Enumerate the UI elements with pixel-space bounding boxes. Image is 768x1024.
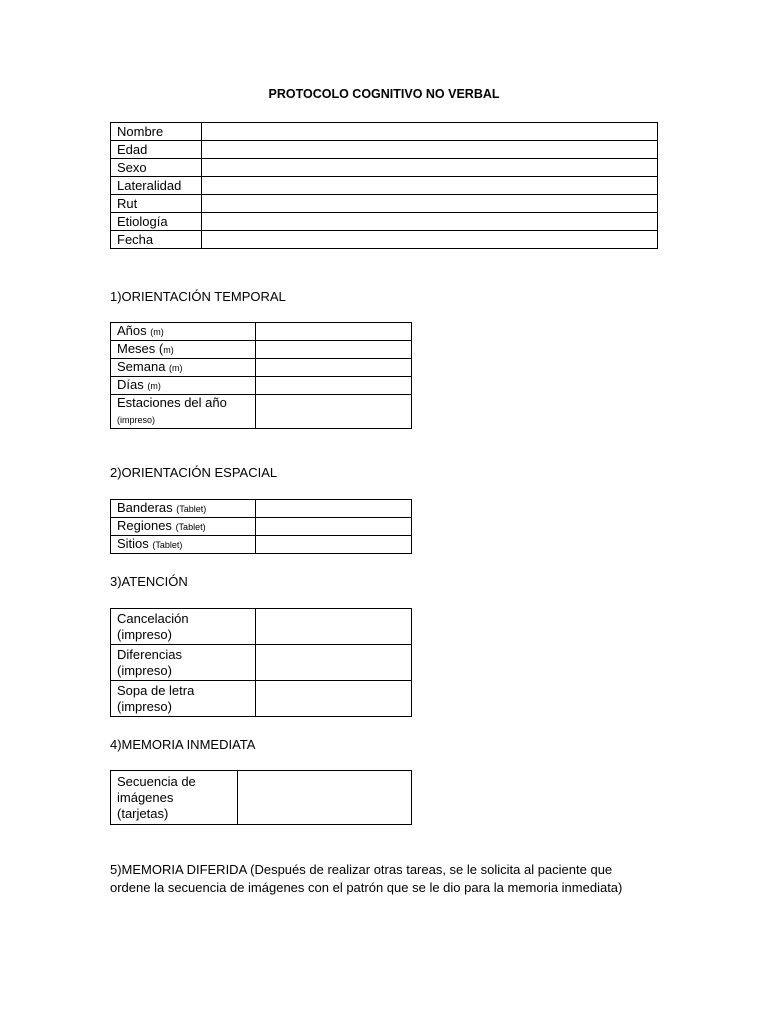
section-3-heading: 3)ATENCIÓN	[110, 574, 188, 589]
field-label: Edad	[111, 141, 202, 159]
field-label: Etiología	[111, 213, 202, 231]
field-label: Sexo	[111, 159, 202, 177]
item-label: Secuencia de imágenes (tarjetas)	[111, 771, 238, 825]
item-label: Años (m)	[111, 323, 256, 341]
score-cell[interactable]	[256, 341, 412, 359]
score-cell[interactable]	[256, 500, 412, 518]
field-value-cell[interactable]	[202, 141, 658, 159]
document-title: PROTOCOLO COGNITIVO NO VERBAL	[268, 87, 500, 101]
field-label: Fecha	[111, 231, 202, 249]
section-5-heading: 5)MEMORIA DIFERIDA (Después de realizar otras tareas, se le solicita al paciente que ordene la secuencia de imágenes con el patrón que se le dio para la memoria inmediata)	[110, 862, 623, 895]
score-cell[interactable]	[256, 645, 412, 681]
item-label: Estaciones del año (impreso)	[111, 395, 256, 429]
field-value-cell[interactable]	[202, 231, 658, 249]
score-cell[interactable]	[256, 536, 412, 554]
memoria-inmediata-table	[110, 770, 412, 825]
field-value-cell[interactable]	[202, 177, 658, 195]
field-label: Rut	[111, 195, 202, 213]
score-cell[interactable]	[256, 609, 412, 645]
item-label: Meses (m)	[111, 341, 256, 359]
item-label: Sitios (Tablet)	[111, 536, 256, 554]
score-cell[interactable]	[256, 323, 412, 341]
field-label: Lateralidad	[111, 177, 202, 195]
field-value-cell[interactable]	[202, 123, 658, 141]
section-1-heading: 1)ORIENTACIÓN TEMPORAL	[110, 289, 286, 304]
orientacion-temporal-table	[110, 322, 412, 429]
item-label: Diferencias (impreso)	[111, 645, 256, 681]
atencion-table	[110, 608, 412, 717]
score-cell[interactable]	[256, 377, 412, 395]
item-label: Banderas (Tablet)	[111, 500, 256, 518]
section-2-heading: 2)ORIENTACIÓN ESPACIAL	[110, 465, 278, 480]
section-4-heading: 4)MEMORIA INMEDIATA	[110, 737, 256, 752]
score-cell[interactable]	[238, 771, 412, 825]
score-cell[interactable]	[256, 359, 412, 377]
item-label: Semana (m)	[111, 359, 256, 377]
field-value-cell[interactable]	[202, 195, 658, 213]
patient-info-table	[110, 122, 658, 249]
score-cell[interactable]	[256, 395, 412, 429]
score-cell[interactable]	[256, 681, 412, 717]
field-value-cell[interactable]	[202, 159, 658, 177]
item-label: Cancelación (impreso)	[111, 609, 256, 645]
item-label: Sopa de letra (impreso)	[111, 681, 256, 717]
field-label: Nombre	[111, 123, 202, 141]
item-label: Regiones (Tablet)	[111, 518, 256, 536]
item-label: Días (m)	[111, 377, 256, 395]
field-value-cell[interactable]	[202, 213, 658, 231]
orientacion-espacial-table	[110, 499, 412, 554]
score-cell[interactable]	[256, 518, 412, 536]
